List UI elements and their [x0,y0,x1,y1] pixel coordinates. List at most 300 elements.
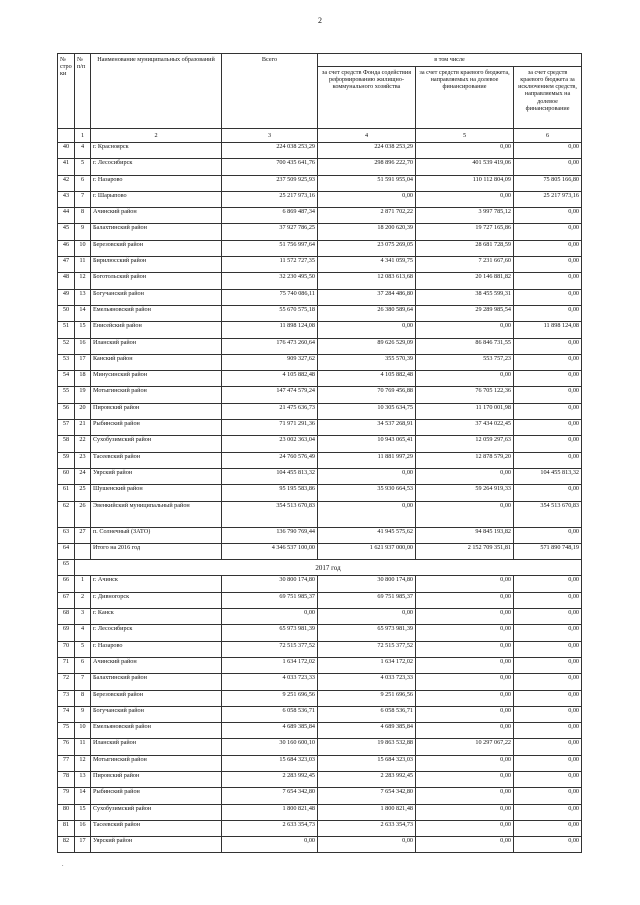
fund-amount: 69 751 985,37 [318,592,416,608]
regional-excl-amount: 0,00 [514,788,582,804]
municipality-name: Уярский район [91,837,222,853]
row-number: 73 [58,690,75,706]
total-amount: 30 160 600,10 [222,739,318,755]
table-row [58,338,582,354]
row-number: 67 [58,592,75,608]
row-number: 47 [58,257,75,273]
regional-excl-amount: 104 455 813,32 [514,468,582,484]
regional-share-amount: 0,00 [416,837,514,853]
municipality-name: Емельяновский район [91,723,222,739]
table-row [58,820,582,836]
municipality-name: Пировский район [91,403,222,419]
fund-amount: 2 871 702,22 [318,208,416,224]
regional-excl-amount: 0,00 [514,804,582,820]
header-index: 4 [318,129,416,143]
row-number: 68 [58,609,75,625]
regional-excl-amount: 0,00 [514,837,582,853]
table-row [58,771,582,787]
regional-share-amount: 401 539 419,06 [416,159,514,175]
table-row [58,305,582,321]
total-amount: 176 473 260,64 [222,338,318,354]
total-amount: 23 002 363,04 [222,436,318,452]
item-number: 3 [75,609,91,625]
regional-share-amount: 0,00 [416,191,514,207]
regional-excl-amount: 571 890 748,19 [514,543,582,559]
regional-share-amount: 0,00 [416,804,514,820]
fund-amount: 23 075 269,05 [318,240,416,256]
fund-amount: 298 896 222,70 [318,159,416,175]
regional-share-amount: 0,00 [416,468,514,484]
municipality-name: Рыбинский район [91,420,222,436]
row-number: 48 [58,273,75,289]
table-row [58,674,582,690]
table-row [58,641,582,657]
regional-share-amount: 0,00 [416,771,514,787]
regional-share-amount: 0,00 [416,322,514,338]
regional-excl-amount: 0,00 [514,674,582,690]
regional-excl-amount: 0,00 [514,371,582,387]
table-row [58,592,582,608]
table-row [58,354,582,370]
row-number: 61 [58,485,75,501]
total-amount: 104 455 813,32 [222,468,318,484]
table-row [58,208,582,224]
fund-amount: 0,00 [318,322,416,338]
regional-excl-amount: 0,00 [514,452,582,468]
fund-amount: 4 033 723,33 [318,674,416,690]
municipality-name: Тасеевский район [91,452,222,468]
municipality-name: Эвенкийский муниципальный район [91,501,222,527]
regional-excl-amount: 0,00 [514,592,582,608]
fund-amount: 1 621 937 000,00 [318,543,416,559]
item-number: 2 [75,592,91,608]
regional-share-amount: 2 152 709 351,81 [416,543,514,559]
row-number: 69 [58,625,75,641]
regional-share-amount: 59 264 919,33 [416,485,514,501]
fund-amount: 30 800 174,80 [318,576,416,592]
fund-amount: 10 943 065,41 [318,436,416,452]
regional-excl-amount: 0,00 [514,485,582,501]
fund-amount: 7 654 342,80 [318,788,416,804]
fund-amount: 0,00 [318,468,416,484]
regional-excl-amount: 0,00 [514,354,582,370]
item-number: 9 [75,706,91,722]
municipality-name: г. Ачинск [91,576,222,592]
fund-amount: 355 570,39 [318,354,416,370]
item-number: 15 [75,322,91,338]
header-index-empty [58,129,75,143]
regional-excl-amount: 11 898 124,08 [514,322,582,338]
total-amount: 37 927 786,25 [222,224,318,240]
municipality-name: г. Назарово [91,175,222,191]
item-number: 13 [75,771,91,787]
regional-share-amount: 10 297 067,22 [416,739,514,755]
total-amount: 224 038 253,29 [222,143,318,159]
row-number: 54 [58,371,75,387]
item-number: 14 [75,305,91,321]
header-index: 5 [416,129,514,143]
total-amount: 6 058 536,71 [222,706,318,722]
regional-share-amount: 0,00 [416,609,514,625]
total-amount: 69 751 985,37 [222,592,318,608]
municipality-name: Березовский район [91,690,222,706]
item-number: 5 [75,159,91,175]
total-amount: 0,00 [222,609,318,625]
regional-share-amount: 0,00 [416,657,514,673]
total-amount: 0,00 [222,837,318,853]
municipality-name: Бирилюсский район [91,257,222,273]
total-amount: 72 515 377,52 [222,641,318,657]
item-number: 19 [75,387,91,403]
footer-mark: . [62,862,64,868]
table-row [58,609,582,625]
row-number: 78 [58,771,75,787]
regional-share-amount: 12 878 579,20 [416,452,514,468]
fund-amount: 0,00 [318,609,416,625]
total-amount: 32 230 495,50 [222,273,318,289]
item-number: 9 [75,224,91,240]
total-amount: 909 327,62 [222,354,318,370]
municipality-name: Иланский район [91,739,222,755]
total-amount: 65 973 981,39 [222,625,318,641]
header-name: Наименование муниципальных образований [91,54,222,129]
total-amount: 4 689 385,84 [222,723,318,739]
regional-share-amount: 0,00 [416,576,514,592]
municipality-name: Шушенский район [91,485,222,501]
regional-share-amount: 0,00 [416,371,514,387]
regional-share-amount: 0,00 [416,788,514,804]
regional-excl-amount: 0,00 [514,706,582,722]
total-amount: 21 475 636,73 [222,403,318,419]
table-row [58,387,582,403]
total-amount: 75 740 086,11 [222,289,318,305]
item-number: 10 [75,240,91,256]
municipality-name: Уярский район [91,468,222,484]
table-row [58,143,582,159]
regional-excl-amount: 0,00 [514,690,582,706]
total-amount: 95 195 583,86 [222,485,318,501]
fund-amount: 51 591 955,04 [318,175,416,191]
regional-excl-amount: 0,00 [514,657,582,673]
row-number: 45 [58,224,75,240]
municipality-name: Боготольский район [91,273,222,289]
regional-excl-amount: 354 513 670,83 [514,501,582,527]
regional-share-amount: 0,00 [416,641,514,657]
regional-excl-amount: 0,00 [514,257,582,273]
municipality-name: Ачинский район [91,208,222,224]
item-number: 27 [75,527,91,543]
funding-table [57,53,582,853]
item-number [75,543,91,559]
municipality-name: г. Лесосибирск [91,159,222,175]
total-amount: 237 509 925,93 [222,175,318,191]
row-number: 64 [58,543,75,559]
fund-amount: 4 341 059,75 [318,257,416,273]
fund-amount: 0,00 [318,191,416,207]
regional-excl-amount: 25 217 973,16 [514,191,582,207]
regional-share-amount: 0,00 [416,690,514,706]
municipality-name: Канский район [91,354,222,370]
regional-excl-amount: 0,00 [514,723,582,739]
item-number: 16 [75,338,91,354]
regional-excl-amount: 0,00 [514,527,582,543]
table-row [58,403,582,419]
regional-share-amount: 3 997 785,12 [416,208,514,224]
item-number: 18 [75,371,91,387]
item-number: 17 [75,837,91,853]
regional-share-amount: 110 112 804,09 [416,175,514,191]
total-amount: 71 971 291,36 [222,420,318,436]
header-index: 6 [514,129,582,143]
regional-share-amount: 38 455 599,31 [416,289,514,305]
table-row [58,723,582,739]
total-amount: 11 572 727,35 [222,257,318,273]
regional-excl-amount: 0,00 [514,771,582,787]
municipality-name: Мотыгинский район [91,387,222,403]
total-amount: 9 251 696,56 [222,690,318,706]
item-number: 6 [75,175,91,191]
regional-excl-amount: 0,00 [514,739,582,755]
row-number: 66 [58,576,75,592]
row-number: 65 [58,560,75,576]
regional-share-amount: 7 231 667,60 [416,257,514,273]
table-row [58,452,582,468]
total-amount: 1 634 172,02 [222,657,318,673]
row-number: 76 [58,739,75,755]
total-amount: 147 474 579,24 [222,387,318,403]
item-number: 25 [75,485,91,501]
table-row [58,468,582,484]
row-number: 56 [58,403,75,419]
regional-share-amount: 94 845 193,82 [416,527,514,543]
regional-share-amount: 37 434 022,45 [416,420,514,436]
item-number: 8 [75,208,91,224]
row-number: 50 [58,305,75,321]
regional-share-amount: 11 170 001,98 [416,403,514,419]
table-row [58,273,582,289]
row-number: 59 [58,452,75,468]
fund-amount: 12 083 613,68 [318,273,416,289]
municipality-name: п. Солнечный (ЗАТО) [91,527,222,543]
row-number: 72 [58,674,75,690]
municipality-name: Иланский район [91,338,222,354]
table-row [58,657,582,673]
total-amount: 24 760 576,49 [222,452,318,468]
row-number: 41 [58,159,75,175]
total-amount: 11 898 124,08 [222,322,318,338]
fund-amount: 2 283 992,45 [318,771,416,787]
item-number: 1 [75,576,91,592]
municipality-name: г. Дивногорск [91,592,222,608]
total-amount: 2 283 992,45 [222,771,318,787]
fund-amount: 72 515 377,52 [318,641,416,657]
item-number: 15 [75,804,91,820]
fund-amount: 70 769 456,88 [318,387,416,403]
header-index: 1 [75,129,91,143]
table-row [58,837,582,853]
regional-share-amount: 19 727 165,86 [416,224,514,240]
header-row-no: № стро ки [58,54,75,129]
row-number: 42 [58,175,75,191]
table-row [58,788,582,804]
row-number: 46 [58,240,75,256]
item-number: 26 [75,501,91,527]
municipality-name: Балахтинский район [91,224,222,240]
regional-share-amount: 0,00 [416,592,514,608]
total-amount: 4 346 537 100,00 [222,543,318,559]
total-amount: 6 869 487,34 [222,208,318,224]
municipality-name: Богучанский район [91,706,222,722]
item-number: 11 [75,257,91,273]
total-amount: 25 217 973,16 [222,191,318,207]
fund-amount: 2 633 354,73 [318,820,416,836]
regional-excl-amount: 0,00 [514,289,582,305]
row-number: 58 [58,436,75,452]
fund-amount: 9 251 696,56 [318,690,416,706]
header-index: 3 [222,129,318,143]
row-number: 77 [58,755,75,771]
header-item-no: № п/п [75,54,91,129]
fund-amount: 0,00 [318,837,416,853]
regional-excl-amount: 0,00 [514,436,582,452]
fund-amount: 65 973 981,39 [318,625,416,641]
table-row [58,436,582,452]
item-number: 10 [75,723,91,739]
municipality-name: Енисейский район [91,322,222,338]
table-row [58,289,582,305]
item-number: 5 [75,641,91,657]
regional-share-amount: 0,00 [416,143,514,159]
fund-amount: 37 284 486,80 [318,289,416,305]
item-number: 16 [75,820,91,836]
table-row [58,175,582,191]
year-row [58,560,582,576]
fund-amount: 0,00 [318,501,416,527]
header-fund: за счет средств Фонда содействия реформированию жилищно-коммунального хозяйства [318,67,416,129]
row-number: 71 [58,657,75,673]
municipality-name: Сухобузимский район [91,436,222,452]
row-number: 52 [58,338,75,354]
table-row [58,739,582,755]
row-number: 79 [58,788,75,804]
fund-amount: 89 626 529,09 [318,338,416,354]
row-number: 62 [58,501,75,527]
table-row [58,371,582,387]
table-row [58,240,582,256]
item-number: 17 [75,354,91,370]
fund-amount: 41 945 575,62 [318,527,416,543]
table-row [58,755,582,771]
municipality-name: Богучанский район [91,289,222,305]
item-number: 13 [75,289,91,305]
regional-excl-amount: 0,00 [514,641,582,657]
item-number: 24 [75,468,91,484]
regional-share-amount: 86 846 731,55 [416,338,514,354]
regional-share-amount: 0,00 [416,674,514,690]
row-number: 75 [58,723,75,739]
table-row [58,322,582,338]
regional-share-amount: 0,00 [416,706,514,722]
total-amount: 51 756 997,64 [222,240,318,256]
item-number: 4 [75,143,91,159]
row-number: 82 [58,837,75,853]
year-label: 2017 год [75,560,582,576]
total-amount: 354 513 670,83 [222,501,318,527]
table-row [58,420,582,436]
total-amount: 7 654 342,80 [222,788,318,804]
row-number: 60 [58,468,75,484]
row-number: 57 [58,420,75,436]
row-number: 44 [58,208,75,224]
regional-excl-amount: 0,00 [514,305,582,321]
row-number: 51 [58,322,75,338]
item-number: 7 [75,674,91,690]
municipality-name: Пировский район [91,771,222,787]
table-row [58,576,582,592]
regional-share-amount: 0,00 [416,723,514,739]
fund-amount: 34 537 268,91 [318,420,416,436]
fund-amount: 1 800 821,48 [318,804,416,820]
regional-excl-amount: 0,00 [514,755,582,771]
table-row [58,224,582,240]
table-row [58,706,582,722]
item-number: 21 [75,420,91,436]
row-number: 70 [58,641,75,657]
item-number: 7 [75,191,91,207]
regional-excl-amount: 0,00 [514,224,582,240]
regional-share-amount: 12 059 297,63 [416,436,514,452]
municipality-name: Минусинский район [91,371,222,387]
header-total: Всего [222,54,318,129]
regional-share-amount: 28 681 728,59 [416,240,514,256]
regional-excl-amount: 0,00 [514,576,582,592]
municipality-name: Сухобузимский район [91,804,222,820]
municipality-name: г. Лесосибирск [91,625,222,641]
row-number: 40 [58,143,75,159]
fund-amount: 4 689 385,84 [318,723,416,739]
total-amount: 30 800 174,80 [222,576,318,592]
regional-excl-amount: 0,00 [514,820,582,836]
row-number: 63 [58,527,75,543]
item-number: 20 [75,403,91,419]
regional-excl-amount: 75 805 166,80 [514,175,582,191]
regional-share-amount: 553 757,23 [416,354,514,370]
municipality-name: г. Шарыпово [91,191,222,207]
regional-share-amount: 29 289 985,54 [416,305,514,321]
total-amount: 2 633 354,73 [222,820,318,836]
header-regional-excl: за счет средств краевого бюджета за исключением средств, направляемых на долевое финансирование [514,67,582,129]
fund-amount: 11 881 997,29 [318,452,416,468]
page-number: 2 [318,16,322,25]
row-number: 53 [58,354,75,370]
item-number: 23 [75,452,91,468]
municipality-name: Ачинский район [91,657,222,673]
row-number: 43 [58,191,75,207]
table-row [58,485,582,501]
table-row [58,690,582,706]
regional-share-amount: 0,00 [416,820,514,836]
fund-amount: 35 930 664,53 [318,485,416,501]
table-row [58,804,582,820]
header-index: 2 [91,129,222,143]
municipality-name: г. Канск [91,609,222,625]
table-row [58,257,582,273]
item-number: 14 [75,788,91,804]
regional-excl-amount: 0,00 [514,208,582,224]
item-number: 4 [75,625,91,641]
regional-share-amount: 20 146 881,82 [416,273,514,289]
row-number: 74 [58,706,75,722]
